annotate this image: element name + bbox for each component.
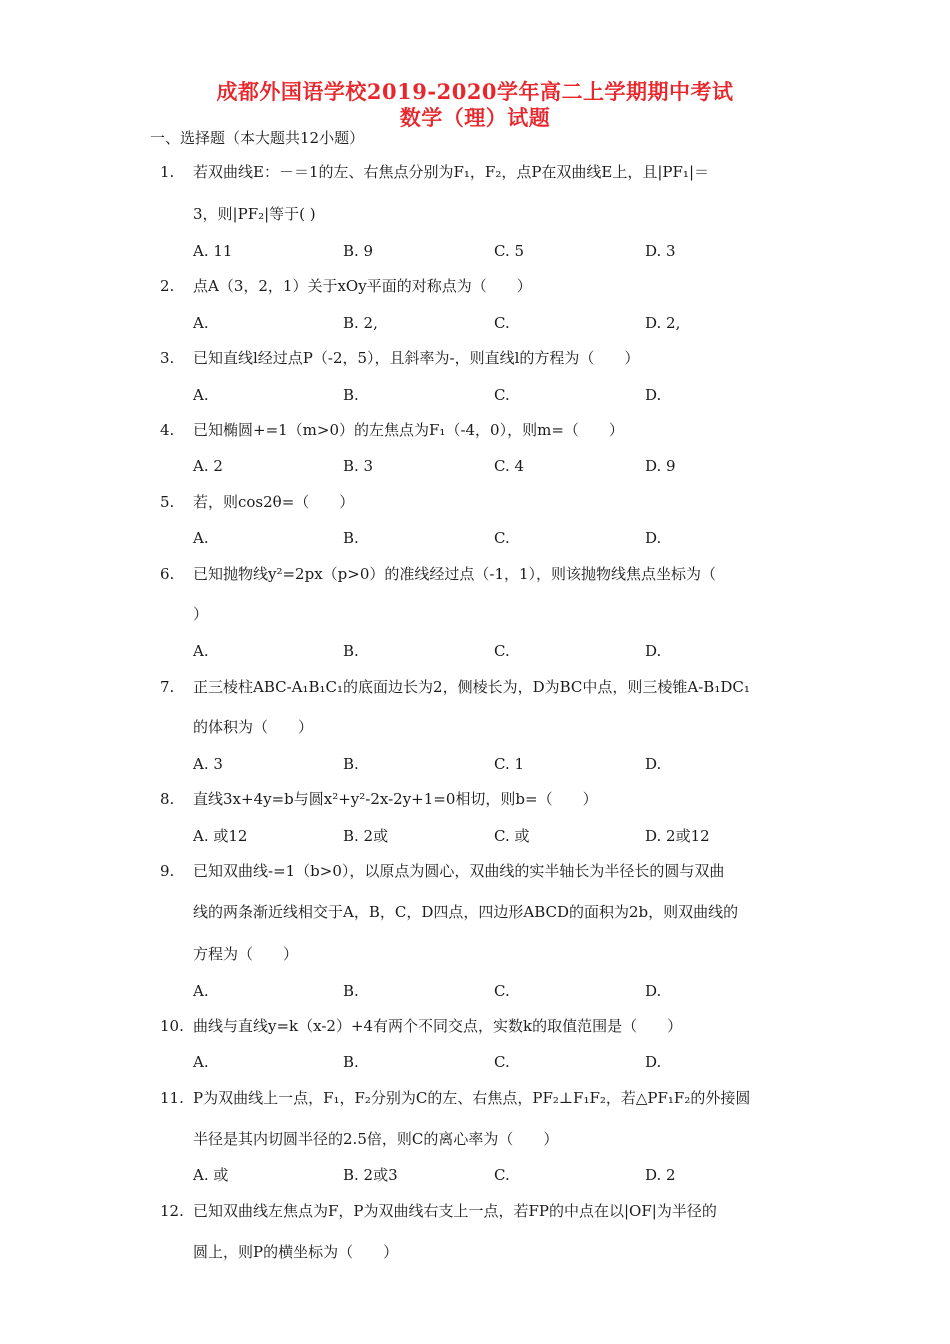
option-d: D. [645,1053,662,1071]
question-text: 线的两条渐近线相交于A，B，C，D四点，四边形ABCD的面积为2b，则双曲线的 [193,903,739,921]
question-number: 5. [160,493,175,511]
option-a: A. [193,314,209,332]
option-b: B. 2, [343,314,378,332]
option-d: D. 2 [645,1166,676,1184]
option-b: B. [343,386,359,404]
option-b: B. [343,529,359,547]
question-number: 6. [160,565,175,583]
question-text: 点A（3，2，1）关于xOy平面的对称点为（ ） [193,277,532,295]
option-a: A. [193,642,209,660]
option-c: C. [494,1053,510,1071]
option-a: A. [193,982,209,1000]
question-text: 已知直线l经过点P（-2，5），且斜率为-，则直线l的方程为（ ） [193,349,640,367]
question-number: 4. [160,421,175,439]
option-a: A. [193,1053,209,1071]
exam-title: 成都外国语学校2019-2020学年高二上学期期中考试 [216,79,734,104]
option-a: A. [193,529,209,547]
option-d: D. [645,529,662,547]
question-number: 1. [160,163,175,181]
question-text: 已知抛物线y²=2px（p>0）的准线经过点（-1，1），则该抛物线焦点坐标为（ [193,565,717,583]
question-text: 曲线与直线y=k（x-2）+4有两个不同交点，实数k的取值范围是（ ） [193,1017,683,1035]
option-b: B. 9 [343,242,374,260]
question-text: 3，则|PF₂|等于( ) [193,205,316,223]
option-b: B. [343,982,359,1000]
option-b: B. 2或 [343,827,389,845]
section-heading: 一、选择题（本大题共12小题） [150,129,365,147]
option-a: A. 3 [193,755,223,773]
question-number: 12. [160,1202,184,1220]
question-text: 的体积为（ ） [193,718,314,736]
option-c: C. 4 [494,457,525,475]
question-number: 3. [160,349,175,367]
question-number: 10. [160,1017,184,1035]
option-d: D. 9 [645,457,676,475]
option-d: D. [645,982,662,1000]
question-text: 已知椭圆+=1（m>0）的左焦点为F₁（-4，0），则m=（ ） [193,421,624,439]
question-text: 半径是其内切圆半径的2.5倍，则C的离心率为（ ） [193,1130,559,1148]
question-number: 7. [160,678,175,696]
option-d: D. [645,755,662,773]
option-b: B. [343,755,359,773]
option-c: C. [494,386,510,404]
option-a: A. 或 [193,1166,229,1184]
option-a: A. [193,386,209,404]
question-text: 方程为（ ） [193,945,299,963]
option-d: D. 3 [645,242,676,260]
option-a: A. 或12 [193,827,248,845]
question-number: 11. [160,1089,184,1107]
option-c: C. 或 [494,827,530,845]
exam-subtitle: 数学（理）试题 [399,105,551,130]
option-d: D. 2或12 [645,827,710,845]
question-number: 8. [160,790,175,808]
question-text: 若双曲线E：－＝1的左、右焦点分别为F₁，F₂，点P在双曲线E上，且|PF₁|＝ [193,163,710,181]
option-a: A. 2 [193,457,223,475]
question-text: 直线3x+4y=b与圆x²+y²-2x-2y+1=0相切，则b=（ ） [193,790,598,808]
question-text: 已知双曲线左焦点为F，P为双曲线右支上一点，若FP的中点在以|OF|为半径的 [193,1202,717,1220]
question-number: 2. [160,277,175,295]
question-text: P为双曲线上一点，F₁，F₂分别为C的左、右焦点，PF₂⊥F₁F₂，若△PF₁F₂的外接圆 [193,1089,751,1107]
option-d: D. [645,386,662,404]
option-b: B. 2或3 [343,1166,398,1184]
option-c: C. [494,314,510,332]
option-b: B. [343,1053,359,1071]
question-text: 若，则cos2θ=（ ） [193,493,355,511]
question-text: 已知双曲线-=1（b>0），以原点为圆心，双曲线的实半轴长为半径长的圆与双曲 [193,862,725,880]
question-text: 正三棱柱ABC-A₁B₁C₁的底面边长为2，侧棱长为，D为BC中点，则三棱锥A-B₁DC₁ [193,678,750,696]
option-b: B. [343,642,359,660]
question-text: ） [193,605,209,623]
question-text: 圆上，则P的横坐标为（ ） [193,1243,399,1261]
option-c: C. 5 [494,242,525,260]
option-d: D. 2, [645,314,681,332]
question-number: 9. [160,862,175,880]
option-b: B. 3 [343,457,374,475]
option-c: C. 1 [494,755,525,773]
option-c: C. [494,529,510,547]
option-d: D. [645,642,662,660]
option-c: C. [494,1166,510,1184]
option-c: C. [494,642,510,660]
option-a: A. 11 [193,242,233,260]
option-c: C. [494,982,510,1000]
